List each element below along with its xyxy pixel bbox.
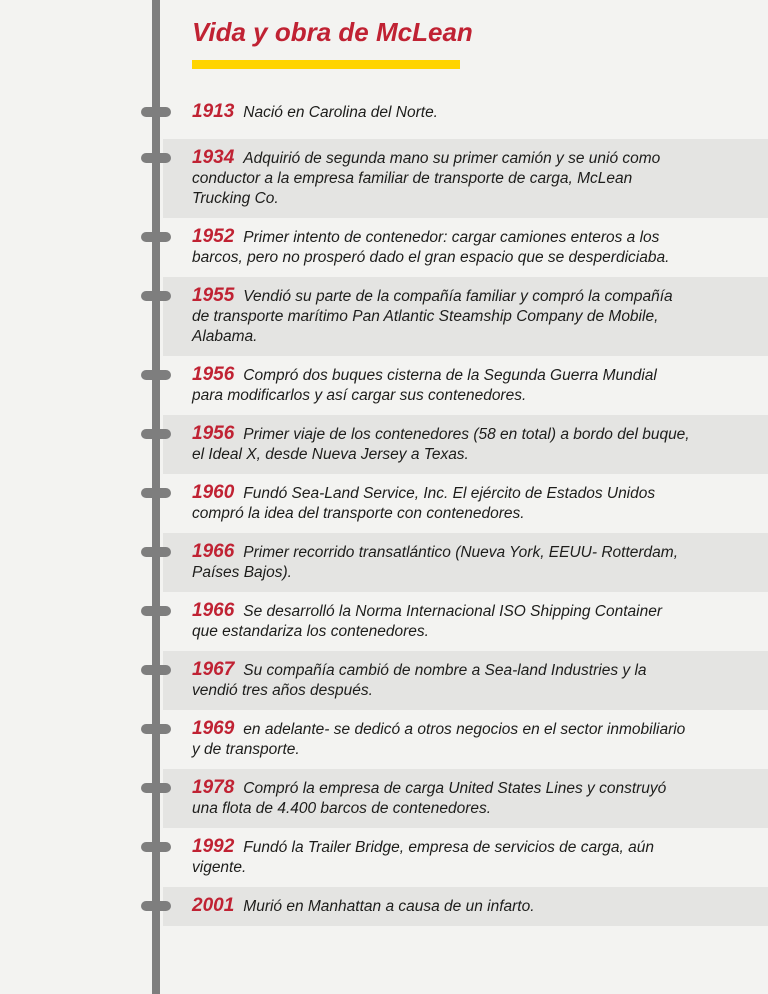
- timeline-entry: [163, 651, 768, 710]
- timeline-entry: [163, 592, 768, 651]
- timeline-marker: [141, 291, 171, 301]
- entry-year: 1956: [192, 364, 235, 385]
- timeline-marker: [141, 724, 171, 734]
- timeline-marker: [141, 153, 171, 163]
- entry-year: 1960: [192, 482, 235, 503]
- header: [192, 0, 768, 69]
- entry-year: 1978: [192, 777, 235, 798]
- entry-text: Primer recorrido transatlántico (Nueva York, EEUU- Rotterdam, Países Bajos).: [192, 544, 679, 581]
- entry-text: Se desarrolló la Norma Internacional ISO Shipping Container que estandariza los contenedores.: [192, 603, 663, 640]
- timeline-marker: [141, 606, 171, 616]
- timeline-marker: [141, 842, 171, 852]
- timeline-entry: [163, 533, 768, 592]
- entry-year: 1934: [192, 147, 235, 168]
- timeline-entry: [163, 139, 768, 218]
- entry-year: 1955: [192, 285, 235, 306]
- entry-text: en adelante- se dedicó a otros negocios en el sector inmobiliario y de transporte.: [192, 721, 686, 758]
- timeline-entry: [163, 356, 768, 415]
- entry-year: 1966: [192, 600, 235, 621]
- entry-text: Adquirió de segunda mano su primer camión y se unió como conductor a la empresa familiar de transporte de carga, McLean Trucking Co.: [192, 150, 661, 207]
- timeline-entry: [163, 710, 768, 769]
- timeline-marker: [141, 107, 171, 117]
- timeline-entry: [163, 887, 768, 926]
- timeline-entry: [163, 828, 768, 887]
- title-underline: [192, 60, 460, 69]
- timeline-entry: [163, 277, 768, 356]
- entry-text: Murió en Manhattan a causa de un infarto.: [243, 898, 535, 915]
- timeline-entry: [163, 415, 768, 474]
- timeline-marker: [141, 783, 171, 793]
- entry-text: Su compañía cambió de nombre a Sea-land Industries y la vendió tres años después.: [192, 662, 647, 699]
- timeline-entry: [163, 218, 768, 277]
- timeline-marker: [141, 901, 171, 911]
- entry-year: 1992: [192, 836, 235, 857]
- page-title: Vida y obra de McLean: [192, 17, 473, 47]
- entry-text: Primer viaje de los contenedores (58 en total) a bordo del buque, el Ideal X, desde Nueva Jersey a Texas.: [192, 426, 690, 463]
- entry-year: 1913: [192, 101, 235, 122]
- entry-year: 1967: [192, 659, 235, 680]
- entry-text: Nació en Carolina del Norte.: [243, 104, 438, 121]
- timeline-marker: [141, 547, 171, 557]
- timeline-marker: [141, 665, 171, 675]
- entry-year: 1969: [192, 718, 235, 739]
- timeline-marker: [141, 370, 171, 380]
- entry-year: 1956: [192, 423, 235, 444]
- entry-year: 1952: [192, 226, 235, 247]
- timeline: [163, 93, 768, 926]
- entry-year: 2001: [192, 895, 235, 916]
- entry-text: Compró dos buques cisterna de la Segunda Guerra Mundial para modificarlos y así cargar sus contenedores.: [192, 367, 657, 404]
- entry-year: 1966: [192, 541, 235, 562]
- entry-text: Primer intento de contenedor: cargar camiones enteros a los barcos, pero no prosperó dado el gran espacio que se desperdiciaba.: [192, 229, 670, 266]
- timeline-marker: [141, 429, 171, 439]
- timeline-entry: [163, 474, 768, 533]
- timeline-marker: [141, 232, 171, 242]
- entry-text: Compró la empresa de carga United States Lines y construyó una flota de 4.400 barcos de contenedores.: [192, 780, 667, 817]
- timeline-marker: [141, 488, 171, 498]
- timeline-entry: [163, 769, 768, 828]
- entry-text: Vendió su parte de la compañía familiar y compró la compañía de transporte marítimo Pan Atlantic Steamship Company de Mobile, Alabama.: [192, 288, 673, 345]
- entry-text: Fundó la Trailer Bridge, empresa de servicios de carga, aún vigente.: [192, 839, 654, 876]
- entry-text: Fundó Sea-Land Service, Inc. El ejército de Estados Unidos compró la idea del transporte con contenedores.: [192, 485, 656, 522]
- timeline-entry: [163, 93, 768, 132]
